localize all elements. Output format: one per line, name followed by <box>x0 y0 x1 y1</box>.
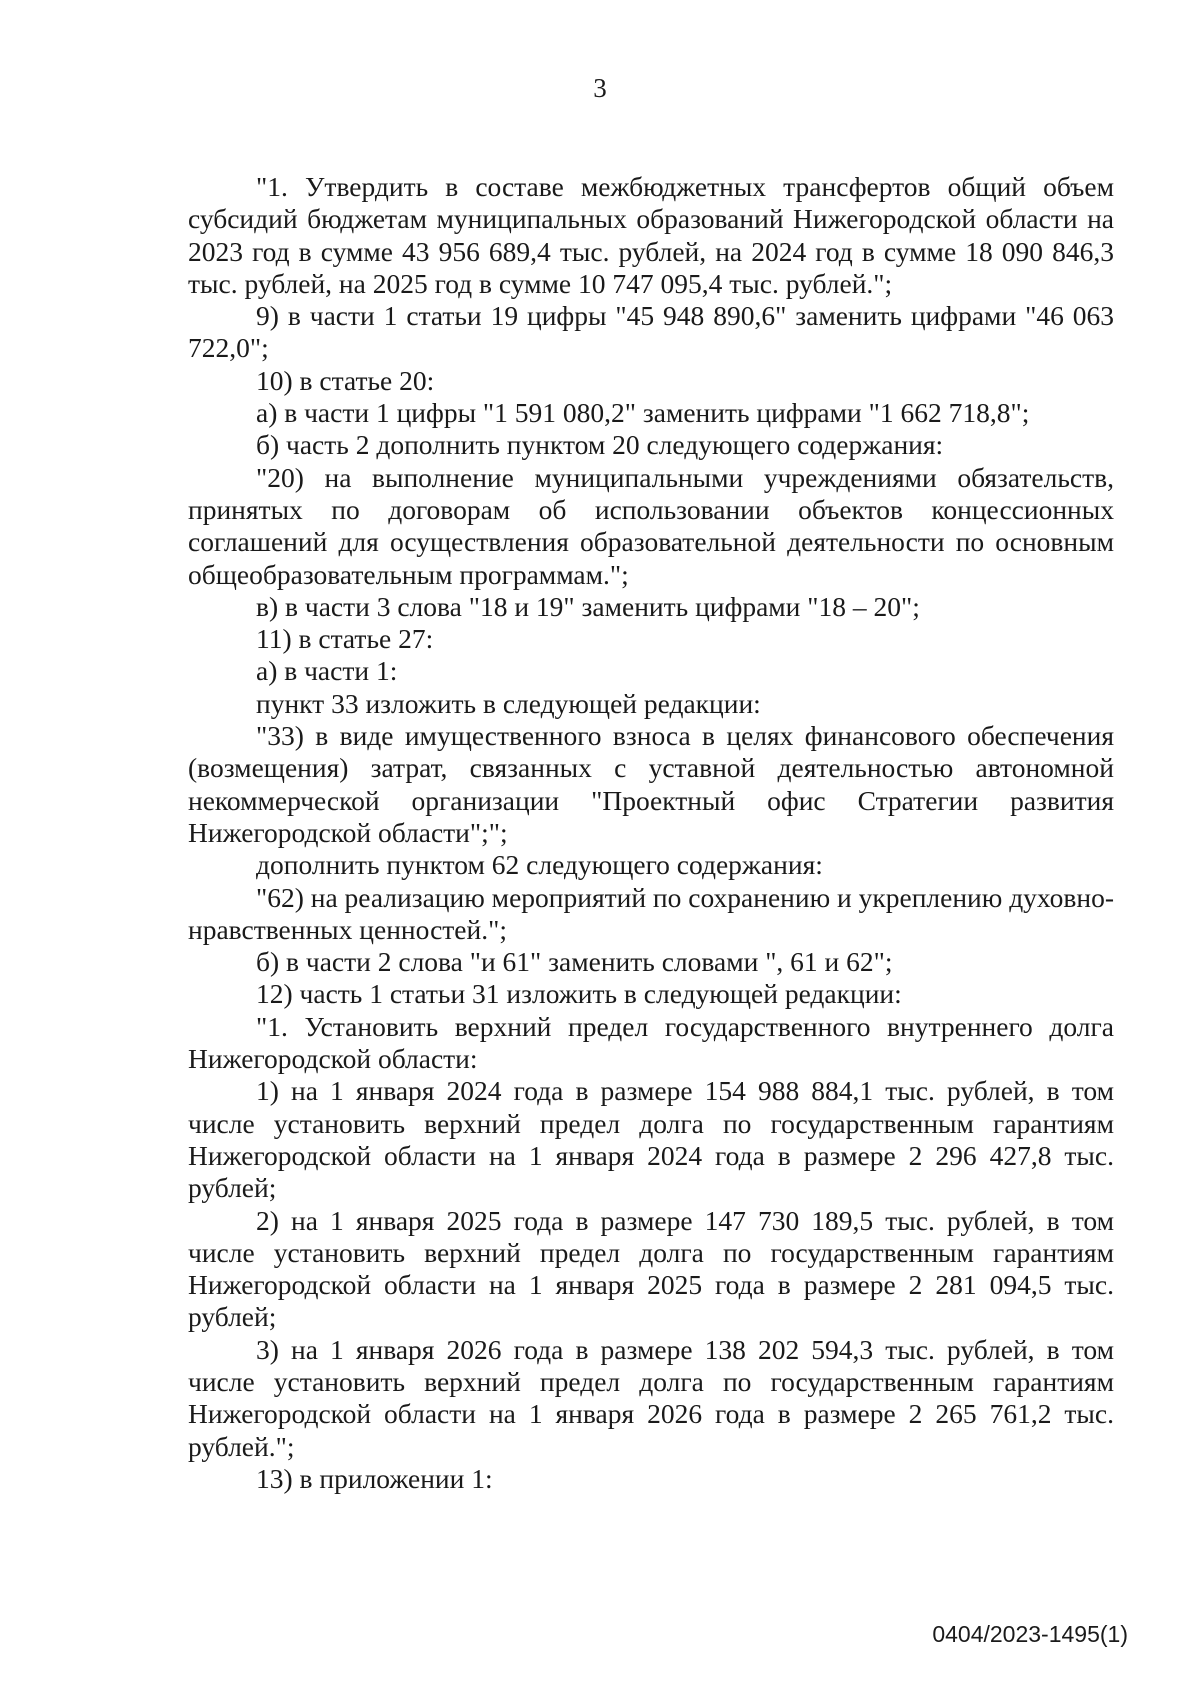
paragraph-debt-2025: 2) на 1 января 2025 года в размере 147 730 189,5 тыс. рублей, в том числе установить верхний предел долга по государственным гарантиям Нижегородской области на 1 января 2025 года в размере 2 281 094,5 тыс. рублей; <box>188 1204 1114 1333</box>
paragraph-item-13: 13) в приложении 1: <box>256 1462 493 1494</box>
paragraph-item-11b: б) в части 2 слова "и 61" заменить словами ", 61 и 62"; <box>256 946 893 978</box>
paragraph-item-10v: в) в части 3 слова "18 и 19" заменить цифрами "18 – 20"; <box>256 590 920 622</box>
paragraph-debt-2024: 1) на 1 января 2024 года в размере 154 988 884,1 тыс. рублей, в том числе установить верхний предел долга по государственным гарантиям Нижегородской области на 1 января 2024 года в размере 2 296 427,8 тыс. рублей; <box>188 1075 1114 1204</box>
paragraph-item-10b: б) часть 2 дополнить пунктом 20 следующего содержания: <box>256 429 944 461</box>
paragraph-item-10a: а) в части 1 цифры "1 591 080,2" заменить цифрами "1 662 718,8"; <box>256 397 1030 429</box>
paragraph-point-20: "20) на выполнение муниципальными учреждениями обязательств, принятых по договорам об использовании объектов концессионных соглашений для осуществления образовательной деятельности по основным общеобразовательным программам."; <box>188 461 1114 590</box>
document-body <box>188 171 1114 1495</box>
paragraph-debt-2026: 3) на 1 января 2026 года в размере 138 202 594,3 тыс. рублей, в том числе установить верхний предел долга по государственным гарантиям Нижегородской области на 1 января 2026 года в размере 2 265 761,2 тыс. рублей."; <box>188 1333 1114 1462</box>
paragraph-item-10: 10) в статье 20: <box>256 364 435 396</box>
paragraph-item-9: 9) в части 1 статьи 19 цифры "45 948 890,6" заменить цифрами "46 063 722,0"; <box>188 300 1114 364</box>
paragraph-item-11a: а) в части 1: <box>256 655 398 687</box>
paragraph-point-62-intro: дополнить пунктом 62 следующего содержания: <box>256 849 823 881</box>
paragraph-debt-limit-intro: "1. Установить верхний предел государственного внутреннего долга Нижегородской области: <box>188 1010 1114 1075</box>
paragraph-point-33: "33) в виде имущественного взноса в целях финансового обеспечения (возмещения) затрат, связанных с уставной деятельностью автономной некоммерческой организации "Проектный офис Стратегии развития Нижегородской области";"; <box>188 720 1114 848</box>
paragraph-point-33-intro: пункт 33 изложить в следующей редакции: <box>256 687 761 719</box>
paragraph-point-62: "62) на реализацию мероприятий по сохранению и укреплению духовно-нравственных ценностей."; <box>188 881 1114 945</box>
page-number: 3 <box>593 73 607 103</box>
document-code: 0404/2023-1495(1) <box>932 1621 1128 1647</box>
paragraph-subsidies-total: "1. Утвердить в составе межбюджетных трансфертов общий объем субсидий бюджетам муниципальных образований Нижегородской области на 2023 год в сумме 43 956 689,4 тыс. рублей, на 2024 год в сумме 18 090 846,3 тыс. рублей, на 2025 год в сумме 10 747 095,4 тыс. рублей."; <box>188 171 1114 299</box>
paragraph-item-12: 12) часть 1 статьи 31 изложить в следующей редакции: <box>256 978 902 1010</box>
paragraph-item-11: 11) в статье 27: <box>256 623 434 655</box>
